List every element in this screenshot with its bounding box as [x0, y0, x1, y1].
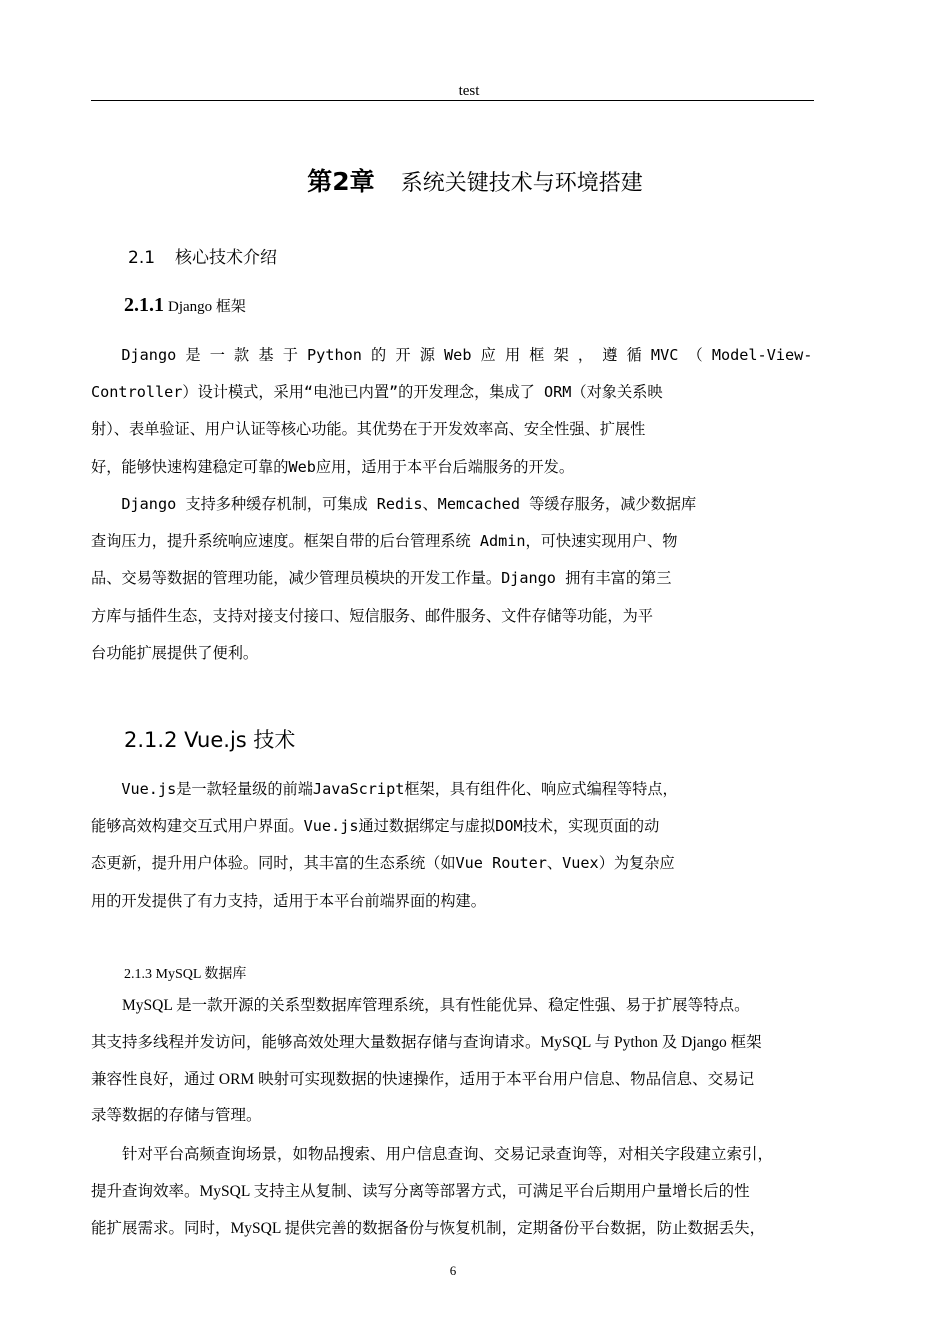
text-line: 能够高效构建交互式用户界面。Vue.js通过数据绑定与虚拟DOM技术，实现页面的动 — [91, 817, 660, 836]
text-line: 能扩展需求。同时，MySQL 提供完善的数据备份与恢复机制，定期备份平台数据，防止数据丢失， — [91, 1219, 766, 1237]
text-line: 方库与插件生态，支持对接支付接口、短信服务、邮件服务、文件存储等功能，为平 — [91, 606, 653, 625]
section-title: 核心技术介绍 — [175, 248, 278, 268]
text-line: MySQL 是一款开源的关系型数据库管理系统，具有性能优异、稳定性强、易于扩展等特点。 — [91, 997, 750, 1014]
text-line: 台功能扩展提供了便利。 — [91, 643, 259, 662]
text-line: Controller）设计模式，采用“电池已内置”的开发理念，集成了 ORM（对象关系映 — [91, 383, 663, 402]
subsection-heading-django — [124, 294, 246, 317]
text-line: 录等数据的存储与管理。 — [91, 1107, 262, 1125]
paragraph-mysql-1 — [91, 988, 816, 1135]
text-line: 用的开发提供了有力支持，适用于本平台前端界面的构建。 — [91, 891, 486, 910]
paragraph-django-1 — [91, 337, 816, 486]
text-line: 提升查询效率。MySQL 支持主从复制、读写分离等部署方式，可满足平台后期用户量增长后的性 — [91, 1182, 750, 1200]
paragraph-django-2 — [91, 486, 816, 672]
text-line: 兼容性良好，通过 ORM 映射可实现数据的快速操作，适用于本平台用户信息、物品信息、交易记 — [91, 1070, 755, 1088]
page-number: 6 — [449, 1263, 457, 1278]
text-line: 其支持多线程并发访问，能够高效处理大量数据存储与查询请求。MySQL 与 Python 及 Django 框架 — [91, 1033, 762, 1051]
paragraph-vue — [91, 771, 816, 920]
text-line: 品、交易等数据的管理功能，减少管理员模块的开发工作量。Django 拥有丰富的第三 — [91, 569, 672, 588]
chapter-heading — [0, 162, 950, 198]
text-line: Vue.js是一款轻量级的前端JavaScript框架，具有组件化、响应式编程等特点， — [91, 780, 678, 798]
text-line: 射）、表单验证、用户认证等核心功能。其优势在于开发效率高、安全性强、扩展性 — [91, 420, 646, 439]
subsection-title: Django 框架 — [168, 299, 246, 315]
header-rule — [91, 100, 814, 101]
chapter-title: 系统关键技术与环境搭建 — [400, 171, 643, 196]
section-number: 2.1 — [128, 248, 156, 268]
section-heading — [128, 243, 277, 268]
subsection-number: 2.1.1 — [124, 294, 164, 316]
text-line: 态更新，提升用户体验。同时，其丰富的生态系统（如Vue Router、Vuex）为复杂应 — [91, 854, 675, 873]
text-line: 好，能够快速构建稳定可靠的Web应用，适用于本平台后端服务的开发。 — [91, 457, 575, 476]
text-line: 查询压力，提升系统响应速度。框架自带的后台管理系统 Admin，可快速实现用户、物 — [91, 532, 678, 551]
chapter-number: 第2章 — [307, 167, 375, 196]
subsection-heading-vue: 2.1.2 Vue.js 技术 — [124, 728, 296, 752]
running-header: test — [458, 83, 480, 99]
text-line: Django 支持多种缓存机制，可集成 Redis、Memcached 等缓存服务，减少数据库 — [91, 495, 697, 513]
text-line: Django 是 一 款 基 于 Python 的 开 源 Web 应 用 框 架 ， 遵 循 MVC （ Model-View- — [91, 346, 813, 364]
subsection-heading-mysql: 2.1.3 MySQL 数据库 — [124, 967, 247, 982]
paragraph-mysql-2 — [91, 1137, 816, 1247]
text-line: 针对平台高频查询场景，如物品搜索、用户信息查询、交易记录查询等，对相关字段建立索引， — [91, 1146, 774, 1163]
